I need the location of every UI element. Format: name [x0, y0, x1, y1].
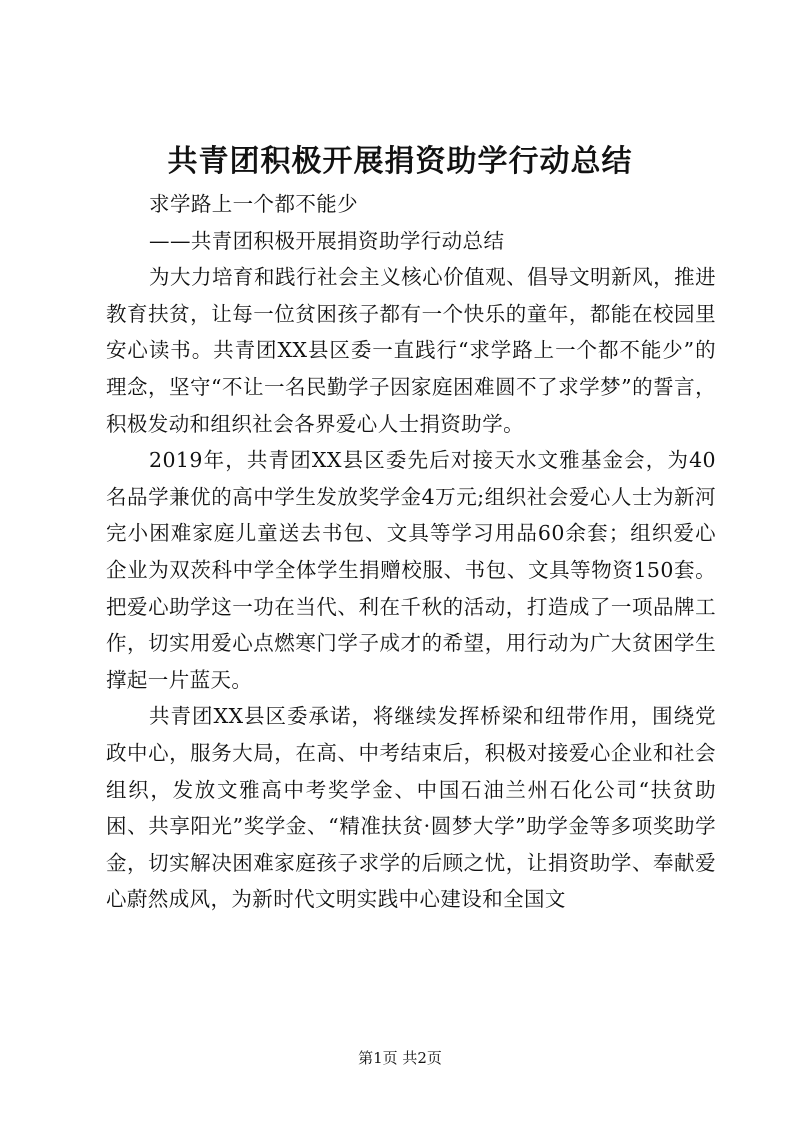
page-footer: 第1页 共2页	[358, 1049, 442, 1067]
subtitle-dash: ——共青团积极开展捐资助学行动总结	[149, 228, 505, 253]
subtitle: 求学路上一个都不能少	[149, 192, 359, 216]
paragraph-2: 2019年，共青团XX县区委先后对接天水文雅基金会，为40名品学兼优的高中学生发放奖学金4万元;组织社会爱心人士为新河完小困难家庭儿童送去书包、文具等学习用品60余套；组织爱心企业为双茨科中学全体学生捐赠校服、书包、文具等物资150套。把爱心助学这一功在当代、利在千秋的活动，打造成了一项品牌工作，切实用爱心点燃寒门学子成才的希望，用行动为广大贫困学生撑起一片蓝天。	[106, 448, 716, 692]
document-title: 共青团积极开展捐资助学行动总结	[167, 144, 633, 179]
paragraph-1: 为大力培育和践行社会主义核心价值观、倡导文明新风，推进教育扶贫，让每一位贫困孩子都有一个快乐的童年，都能在校园里安心读书。共青团XX县区委一直践行“求学路上一个都不能少”的理念，坚守“不让一名民勤学子因家庭困难圆不了求学梦”的誓言，积极发动和组织社会各界爱心人士捐资助学。	[106, 265, 716, 436]
document-body	[106, 186, 716, 918]
paragraph-3: 共青团XX县区委承诺，将继续发挥桥梁和纽带作用，围绕党政中心，服务大局，在高、中考结束后，积极对接爱心企业和社会组织，发放文雅高中考奖学金、中国石油兰州石化公司“扶贫助困、共享阳光”奖学金、“精准扶贫·圆梦大学”助学金等多项奖助学金，切实解决困难家庭孩子求学的后顾之忧，让捐资助学、奉献爱心蔚然成风，为新时代文明实践中心建设和全国文	[106, 704, 716, 912]
